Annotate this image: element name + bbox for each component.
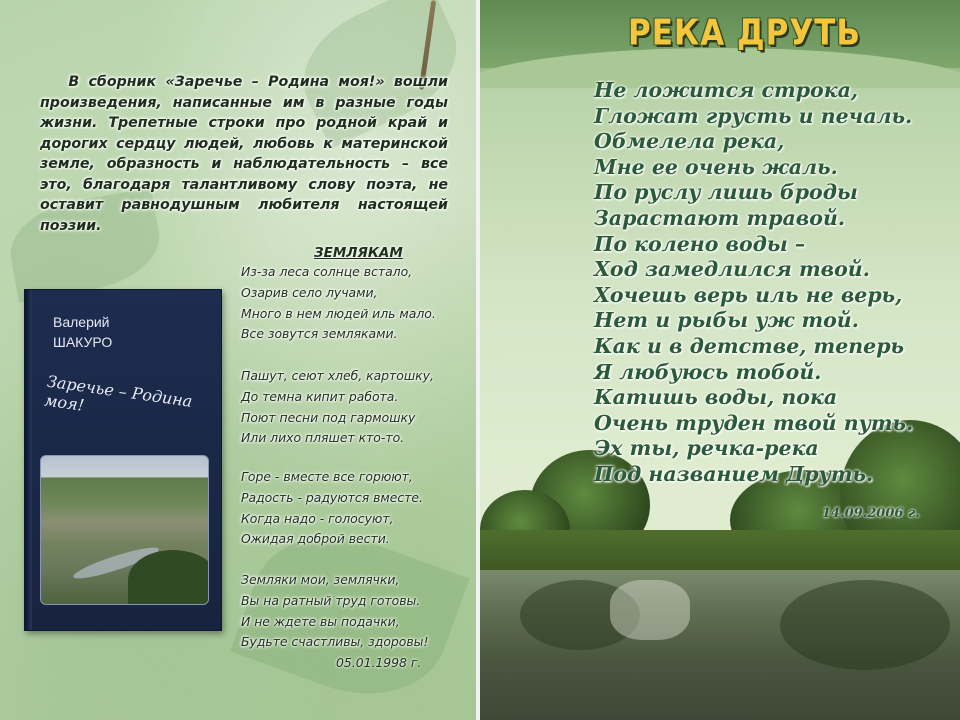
poem-line: Пашут, сеют хлеб, картошку, [241,368,434,383]
poem-line: Поют песни под гармошку [241,409,416,425]
poem-line: Много в нем людей иль мало. [241,305,436,321]
poem-line: Горе - вместе все горюют, [241,469,413,484]
verse-line: Я любуюсь тобой. [594,359,822,384]
sky-reflection [610,580,690,640]
book-author-first: Валерий [53,314,110,330]
verse-line: Как и в детстве, теперь [594,333,905,358]
poem-line: Когда надо - голосуют, [241,510,394,526]
water-reflection [780,580,950,670]
book-author [53,312,112,352]
verse-line: Обмелела река, [594,129,785,154]
photo-forest [128,550,209,605]
poem-line: Ожидая доброй вести. [241,531,390,547]
poem-date: 05.01.1998 г. [336,655,422,670]
poem-title: ЗЕМЛЯКАМ [314,245,403,261]
verse-line: По руслу лишь броды [594,180,858,205]
verse-line: Хочешь верь иль не верь, [594,282,903,307]
book-author-last: ШАКУРО [53,334,113,350]
verse-line: Очень труден твой путь. [594,410,914,435]
book-cover-photo [40,455,209,605]
poem-stanza [241,570,471,653]
page-title: РЕКА ДРУТЬ [628,12,862,54]
poem-verse [594,78,924,488]
verse-line: Катишь воды, пока [594,385,838,410]
verse-line: Под названием Друть. [594,461,874,486]
verse-line: Мне ее очень жаль. [594,154,838,179]
verse-date: 14.09.2006 г. [822,506,920,521]
verse-line: Гложат грусть и печаль. [594,103,913,128]
verse-line: Зарастают травой. [594,205,845,230]
verse-line: Эх ты, речка-река [594,436,819,461]
poem-line: Или лихо пляшет кто-то. [241,430,405,446]
book-cover [24,289,222,631]
verse-line: Ход замедлился твой. [594,257,870,282]
poem-line: И не ждете вы подачки, [241,613,400,629]
poem-stanza [241,467,471,550]
poem-line: Будьте счастливы, здоровы! [241,634,429,650]
river-water [480,570,960,720]
book-title: Заречье – Родина моя! [43,371,194,415]
poem-line: Вы на ратный труд готовы. [241,592,421,608]
poem-stanza [241,262,471,345]
poem-line: До темна кипит работа. [241,388,399,404]
verse-line: Не ложится строка, [594,78,858,102]
verse-line: По колено воды – [594,231,806,256]
poem-line: Земляки мои, землячки, [241,572,400,587]
poem-line: Радость - радуются вместе. [241,489,423,505]
poem-stanza [241,366,471,449]
intro-paragraph: В сборник «Заречье – Родина моя!» вошли произведения, написанные им в разные годы жизни. Трепетные строки про родной край и дорогих сердцу людей, любовь к материнской земле, образность и наблюдательность – все это, благодаря талантливому слову поэта, не оставит равнодушным любителя настоящей поэзии. [40,74,448,234]
left-page [0,0,476,720]
poem-line: Озарив село лучами, [241,284,378,300]
book-spine [25,290,32,630]
verse-line: Нет и рыбы уж той. [594,308,859,333]
poem-line: Из-за леса солнце встало, [241,264,413,279]
poem-line: Все зовутся земляками. [241,326,398,342]
